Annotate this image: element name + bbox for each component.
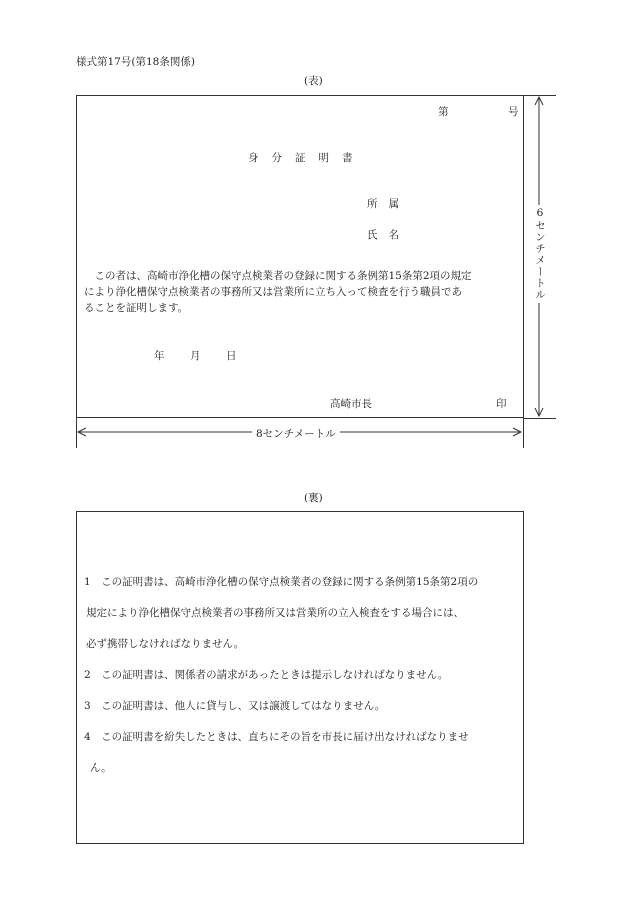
back-note-line: ん。 (90, 762, 112, 774)
back-note-line: 必ず携帯しなければなりません。 (86, 638, 245, 650)
form-title: 様式第17号(第18条関係) (76, 56, 195, 68)
certification-line: ることを証明します。 (84, 302, 189, 314)
height-dimension-label: 6センチメートル (534, 207, 546, 301)
back-note-line: 4 この証明書を紛失したときは、直ちにその旨を市長に届け出なければなりませ (84, 731, 469, 743)
affiliation-label: 所属 (367, 198, 410, 210)
back-note-line: 2 この証明書は、関係者の請求があったときは提示しなければなりません。 (84, 669, 449, 681)
name-label: 氏名 (367, 229, 410, 241)
certification-line: この者は、高崎市浄化槽の保守点検業者の登録に関する条例第15条第2項の規定 (84, 270, 472, 282)
card-title: 身分証明書 (248, 152, 366, 164)
date-day: 日 (226, 350, 237, 362)
back-note-line: 3 この証明書は、他人に貸与し、又は譲渡してはなりません。 (84, 700, 386, 712)
front-side-label: (表) (304, 75, 323, 87)
issuer-name: 高崎市長 (330, 398, 372, 410)
back-side-label: (裏) (304, 492, 323, 504)
certification-line: により浄化槽保守点検業者の事務所又は営業所に立ち入って検査を行う職員であ (84, 286, 462, 298)
number-prefix: 第 (438, 106, 449, 118)
date-year: 年 (154, 350, 165, 362)
date-month: 月 (190, 350, 201, 362)
back-note-line: 1 この証明書は、高崎市浄化槽の保守点検業者の登録に関する条例第15条第2項の (84, 576, 479, 588)
seal-mark: 印 (496, 398, 507, 410)
back-note-line: 規定により浄化槽保守点検業者の事務所又は営業所の立入検査をする場合には、 (86, 607, 464, 619)
width-dimension-label: 8センチメートル (252, 426, 340, 441)
number-suffix: 号 (508, 106, 519, 118)
